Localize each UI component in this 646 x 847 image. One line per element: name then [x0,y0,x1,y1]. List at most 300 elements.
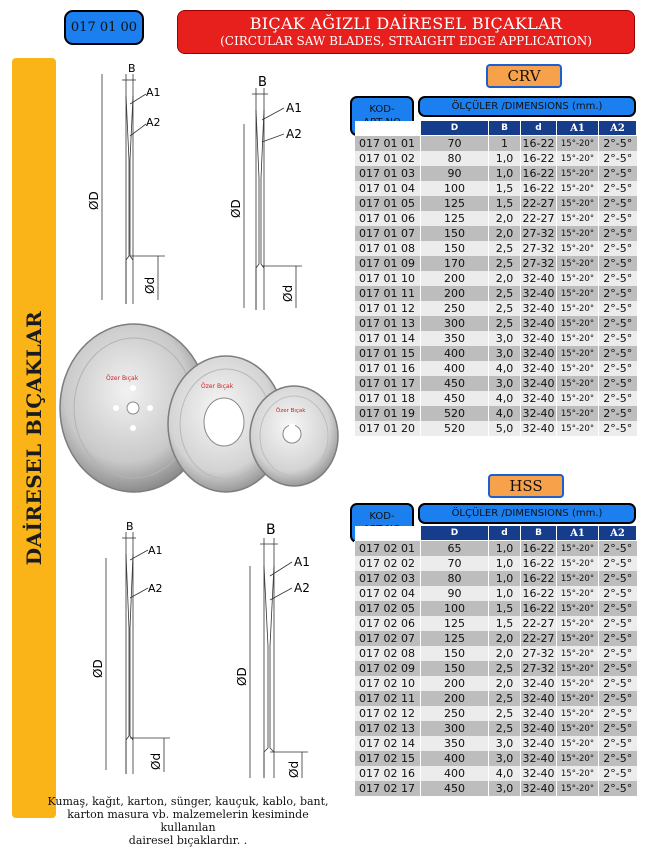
dimension-cell: 450 [421,391,489,406]
article-code-cell: 017 02 14 [355,736,421,751]
dimension-cell: 4,0 [489,391,521,406]
crv-col-blank [355,121,421,136]
dimension-cell: 15°-20° [557,691,599,706]
dimension-cell: 2°-5° [599,556,637,571]
dimension-cell: 32-40 [521,406,557,421]
dimension-cell: 1,0 [489,571,521,586]
label-a2: A2 [148,582,163,595]
dimension-cell: 2°-5° [599,406,637,421]
table-row [355,571,637,586]
dimension-cell: 2°-5° [599,541,637,557]
dimension-cell: 15°-20° [557,346,599,361]
dimension-cell: 15°-20° [557,406,599,421]
article-code-cell: 017 01 10 [355,271,421,286]
article-code-cell: 017 02 17 [355,781,421,796]
dimension-cell: 125 [421,211,489,226]
article-code-cell: 017 01 18 [355,391,421,406]
dimension-cell: 22-27 [521,616,557,631]
dimension-cell: 15°-20° [557,766,599,781]
label-a1: A1 [294,555,310,569]
hss-group-tag: HSS [488,474,564,498]
dimension-cell: 15°-20° [557,391,599,406]
article-code-cell: 017 02 08 [355,646,421,661]
article-code-cell: 017 02 16 [355,766,421,781]
dimension-cell: 2°-5° [599,211,637,226]
article-code-cell: 017 01 06 [355,211,421,226]
dimension-cell: 15°-20° [557,211,599,226]
article-code-cell: 017 01 03 [355,166,421,181]
hss-kod-line1: KOD- [369,511,395,522]
article-code-cell: 017 02 15 [355,751,421,766]
dimension-cell: 2,5 [489,706,521,721]
article-code-cell: 017 01 13 [355,316,421,331]
dimension-cell: 2°-5° [599,691,637,706]
label-b: B [128,62,136,75]
blade-profile-drawing-bottom-right [224,516,334,784]
dimension-cell: 16-22 [521,571,557,586]
page-title: BIÇAK AĞIZLI DAİRESEL BIÇAKLAR [249,14,563,33]
brand-logo: Özer Bıçak [201,383,234,390]
dimension-cell: 3,0 [489,781,521,796]
table-row [355,301,637,316]
dimension-cell: 200 [421,271,489,286]
dimension-cell: 27-32 [521,226,557,241]
brand-logo: Özer Bıçak [106,375,139,382]
hss-table [354,525,637,796]
dimension-cell: 1,5 [489,601,521,616]
article-code-cell: 017 02 01 [355,541,421,557]
table-row [355,556,637,571]
table-row [355,541,637,557]
article-code-cell: 017 02 05 [355,601,421,616]
dimension-cell: 1 [489,136,521,152]
dimension-cell: 22-27 [521,631,557,646]
dimension-cell: 90 [421,586,489,601]
article-code-cell: 017 01 20 [355,421,421,436]
dimension-cell: 400 [421,346,489,361]
dimension-cell: 2°-5° [599,676,637,691]
dimension-cell: 15°-20° [557,571,599,586]
label-outer-diameter: ØD [229,199,243,218]
dimension-cell: 150 [421,646,489,661]
dimension-cell: 15°-20° [557,286,599,301]
dimension-cell: 2°-5° [599,391,637,406]
table-row [355,391,637,406]
article-code-cell: 017 01 17 [355,376,421,391]
table-row [355,331,637,346]
dimension-cell: 32-40 [521,721,557,736]
crv-group-tag: CRV [486,64,562,88]
crv-col-header: d [521,121,557,136]
dimension-cell: 2°-5° [599,601,637,616]
dimension-cell: 350 [421,331,489,346]
label-a1: A1 [286,101,302,115]
dimension-cell: 16-22 [521,181,557,196]
dimension-cell: 2°-5° [599,361,637,376]
dimension-cell: 32-40 [521,301,557,316]
dimension-cell: 300 [421,316,489,331]
article-code-cell: 017 01 19 [355,406,421,421]
description-line: Kumaş, kağıt, karton, sünger, kauçuk, kablo, bant, [47,795,329,808]
dimension-cell: 2,0 [489,226,521,241]
application-description [40,795,336,847]
dimension-cell: 200 [421,676,489,691]
dimension-cell: 2°-5° [599,646,637,661]
crv-col-header: B [489,121,521,136]
dimension-cell: 70 [421,556,489,571]
dimension-cell: 15°-20° [557,646,599,661]
dimension-cell: 32-40 [521,316,557,331]
dimension-cell: 32-40 [521,391,557,406]
table-row [355,601,637,616]
crv-table [354,120,637,436]
dimension-cell: 2°-5° [599,331,637,346]
dimension-cell: 1,0 [489,586,521,601]
hss-col-header: A1 [557,526,599,541]
article-code-cell: 017 01 11 [355,286,421,301]
dimension-cell: 150 [421,241,489,256]
table-row [355,241,637,256]
dimension-cell: 15°-20° [557,736,599,751]
dimension-cell: 2,0 [489,676,521,691]
dimension-cell: 15°-20° [557,241,599,256]
table-row [355,361,637,376]
dimension-cell: 250 [421,706,489,721]
dimension-cell: 15°-20° [557,196,599,211]
dimension-cell: 400 [421,361,489,376]
article-code-cell: 017 02 10 [355,676,421,691]
dimension-cell: 2,5 [489,691,521,706]
article-code-cell: 017 02 06 [355,616,421,631]
dimension-cell: 520 [421,421,489,436]
dimension-cell: 2°-5° [599,166,637,181]
dimension-cell: 2,5 [489,256,521,271]
dimension-cell: 32-40 [521,751,557,766]
table-row [355,256,637,271]
crv-kod-line1: KOD- [369,104,395,115]
label-outer-diameter: ØD [91,659,105,678]
dimension-cell: 1,5 [489,196,521,211]
article-code-cell: 017 01 12 [355,301,421,316]
label-inner-diameter: Ød [287,760,301,778]
dimension-cell: 2°-5° [599,586,637,601]
dimension-cell: 2°-5° [599,181,637,196]
dimension-cell: 32-40 [521,376,557,391]
article-code-cell: 017 02 03 [355,571,421,586]
dimension-cell: 32-40 [521,346,557,361]
dimension-cell: 1,0 [489,166,521,181]
dimension-cell: 200 [421,691,489,706]
dimension-cell: 15°-20° [557,616,599,631]
dimension-cell: 2°-5° [599,571,637,586]
dimension-cell: 170 [421,256,489,271]
dimension-cell: 15°-20° [557,721,599,736]
dimension-cell: 150 [421,226,489,241]
dimension-cell: 2°-5° [599,706,637,721]
article-code-cell: 017 01 05 [355,196,421,211]
table-row [355,751,637,766]
dimension-cell: 15°-20° [557,781,599,796]
crv-column-header-row [355,121,637,136]
dimension-cell: 65 [421,541,489,557]
dimension-cell: 2°-5° [599,421,637,436]
dimension-cell: 32-40 [521,676,557,691]
dimension-cell: 16-22 [521,601,557,616]
label-b: B [266,522,276,538]
hss-col-header: D [421,526,489,541]
dimension-cell: 15°-20° [557,151,599,166]
article-code-cell: 017 01 07 [355,226,421,241]
dimension-cell: 32-40 [521,736,557,751]
label-b: B [258,75,267,90]
dimension-cell: 15°-20° [557,601,599,616]
dimension-cell: 22-27 [521,211,557,226]
article-code-cell: 017 01 15 [355,346,421,361]
crv-col-header: A1 [557,121,599,136]
dimension-cell: 90 [421,166,489,181]
article-code-cell: 017 02 04 [355,586,421,601]
dimension-cell: 2°-5° [599,196,637,211]
description-line: karton masura vb. malzemelerin kesiminde kullanılan [67,808,309,834]
dimension-cell: 15°-20° [557,706,599,721]
dimension-cell: 2°-5° [599,271,637,286]
article-code-cell: 017 01 04 [355,181,421,196]
dimension-cell: 2,0 [489,631,521,646]
dimension-cell: 2°-5° [599,616,637,631]
table-row [355,421,637,436]
dimension-cell: 1,0 [489,541,521,557]
table-row [355,181,637,196]
dimension-cell: 32-40 [521,691,557,706]
article-code-cell: 017 01 02 [355,151,421,166]
table-row [355,406,637,421]
article-code-cell: 017 01 16 [355,361,421,376]
dimension-cell: 27-32 [521,241,557,256]
article-code-cell: 017 01 09 [355,256,421,271]
dimension-cell: 32-40 [521,286,557,301]
table-row [355,661,637,676]
table-row [355,736,637,751]
dimension-cell: 150 [421,661,489,676]
dimension-cell: 3,0 [489,751,521,766]
table-row [355,136,637,152]
crv-dimensions-header: ÖLÇÜLER /DIMENSIONS (mm.) [418,96,636,117]
dimension-cell: 1,0 [489,151,521,166]
table-row [355,766,637,781]
dimension-cell: 4,0 [489,766,521,781]
dimension-cell: 15°-20° [557,556,599,571]
article-code-cell: 017 01 14 [355,331,421,346]
dimension-cell: 15°-20° [557,256,599,271]
dimension-cell: 2°-5° [599,781,637,796]
dimension-cell: 200 [421,286,489,301]
dimension-cell: 15°-20° [557,361,599,376]
blade-profile-drawing-bottom-left [76,518,186,780]
dimension-cell: 16-22 [521,556,557,571]
dimension-cell: 1,5 [489,616,521,631]
table-row [355,271,637,286]
dimension-cell: 2°-5° [599,346,637,361]
dimension-cell: 32-40 [521,361,557,376]
dimension-cell: 16-22 [521,166,557,181]
dimension-cell: 22-27 [521,196,557,211]
dimension-cell: 32-40 [521,421,557,436]
dimension-cell: 400 [421,751,489,766]
hss-col-header: d [489,526,521,541]
dimension-cell: 2°-5° [599,766,637,781]
table-row [355,676,637,691]
dimension-cell: 15°-20° [557,676,599,691]
table-row [355,226,637,241]
dimension-cell: 4,0 [489,406,521,421]
dimension-cell: 2°-5° [599,751,637,766]
dimension-cell: 32-40 [521,781,557,796]
dimension-cell: 80 [421,151,489,166]
dimension-cell: 16-22 [521,541,557,557]
article-code-cell: 017 02 11 [355,691,421,706]
dimension-cell: 2°-5° [599,376,637,391]
dimension-cell: 2,5 [489,316,521,331]
table-row [355,586,637,601]
dimension-cell: 450 [421,376,489,391]
blade-profile-drawing-top-right [222,68,332,318]
dimension-cell: 15°-20° [557,136,599,152]
dimension-cell: 3,0 [489,331,521,346]
dimension-cell: 100 [421,181,489,196]
dimension-cell: 400 [421,766,489,781]
label-a1: A1 [148,544,163,557]
dimension-cell: 15°-20° [557,631,599,646]
label-a1: A1 [146,86,161,99]
dimension-cell: 32-40 [521,331,557,346]
crv-col-header: D [421,121,489,136]
dimension-cell: 27-32 [521,661,557,676]
blade-profile-drawing-top-left [70,60,180,310]
article-code-cell: 017 02 12 [355,706,421,721]
dimension-cell: 15°-20° [557,226,599,241]
dimension-cell: 15°-20° [557,421,599,436]
dimension-cell: 5,0 [489,421,521,436]
dimension-cell: 300 [421,721,489,736]
table-row [355,151,637,166]
label-inner-diameter: Ød [281,284,295,302]
article-code-cell: 017 01 08 [355,241,421,256]
crv-col-header: A2 [599,121,637,136]
table-row [355,166,637,181]
dimension-cell: 125 [421,196,489,211]
table-row [355,616,637,631]
table-row [355,211,637,226]
dimension-cell: 350 [421,736,489,751]
dimension-cell: 15°-20° [557,301,599,316]
dimension-cell: 2,5 [489,286,521,301]
dimension-cell: 15°-20° [557,181,599,196]
dimension-cell: 2,5 [489,241,521,256]
dimension-cell: 520 [421,406,489,421]
dimension-cell: 15°-20° [557,376,599,391]
dimension-cell: 2°-5° [599,316,637,331]
table-row [355,721,637,736]
table-row [355,196,637,211]
article-code-cell: 017 02 02 [355,556,421,571]
table-row [355,781,637,796]
product-code-badge: 017 01 00 [64,10,144,45]
dimension-cell: 2°-5° [599,136,637,152]
dimension-cell: 2,0 [489,646,521,661]
category-sidebar [12,58,56,818]
dimension-cell: 2°-5° [599,286,637,301]
dimension-cell: 32-40 [521,766,557,781]
dimension-cell: 2°-5° [599,301,637,316]
article-code-cell: 017 01 01 [355,136,421,152]
circular-blades-photo [56,322,346,502]
dimension-cell: 2°-5° [599,256,637,271]
dimension-cell: 27-32 [521,256,557,271]
dimension-cell: 32-40 [521,706,557,721]
dimension-cell: 2°-5° [599,226,637,241]
label-a2: A2 [294,581,310,595]
label-b: B [126,520,134,533]
dimension-cell: 16-22 [521,586,557,601]
label-a2: A2 [286,127,302,141]
article-code-cell: 017 02 07 [355,631,421,646]
table-row [355,706,637,721]
dimension-cell: 2,5 [489,721,521,736]
dimension-cell: 15°-20° [557,166,599,181]
dimension-cell: 1,0 [489,556,521,571]
dimension-cell: 70 [421,136,489,152]
label-outer-diameter: ØD [87,191,101,210]
dimension-cell: 2°-5° [599,736,637,751]
hss-col-blank [355,526,421,541]
article-code-cell: 017 02 13 [355,721,421,736]
dimension-cell: 2°-5° [599,631,637,646]
dimension-cell: 2°-5° [599,151,637,166]
sidebar-label: DAİRESEL BIÇAKLAR [22,310,46,566]
dimension-cell: 125 [421,616,489,631]
hss-col-header: A2 [599,526,637,541]
dimension-cell: 15°-20° [557,586,599,601]
table-row [355,316,637,331]
dimension-cell: 3,0 [489,346,521,361]
table-row [355,631,637,646]
hss-column-header-row [355,526,637,541]
dimension-cell: 2,5 [489,661,521,676]
dimension-cell: 2°-5° [599,721,637,736]
table-row [355,376,637,391]
article-code-cell: 017 02 09 [355,661,421,676]
dimension-cell: 15°-20° [557,751,599,766]
label-inner-diameter: Ød [143,276,157,294]
label-outer-diameter: ØD [235,667,249,686]
label-a2: A2 [146,116,161,129]
page-subtitle: (CIRCULAR SAW BLADES, STRAIGHT EDGE APPLICATION) [220,34,592,48]
table-row [355,691,637,706]
hss-dimensions-header: ÖLÇÜLER /DIMENSIONS (mm.) [418,503,636,524]
description-line: dairesel bıçaklardır. . [128,834,248,847]
hss-col-header: B [521,526,557,541]
dimension-cell: 2°-5° [599,661,637,676]
table-row [355,646,637,661]
brand-logo: Özer Bıçak [276,408,306,414]
table-row [355,346,637,361]
dimension-cell: 250 [421,301,489,316]
dimension-cell: 3,0 [489,376,521,391]
dimension-cell: 15°-20° [557,541,599,557]
dimension-cell: 15°-20° [557,271,599,286]
dimension-cell: 450 [421,781,489,796]
dimension-cell: 16-22 [521,136,557,152]
